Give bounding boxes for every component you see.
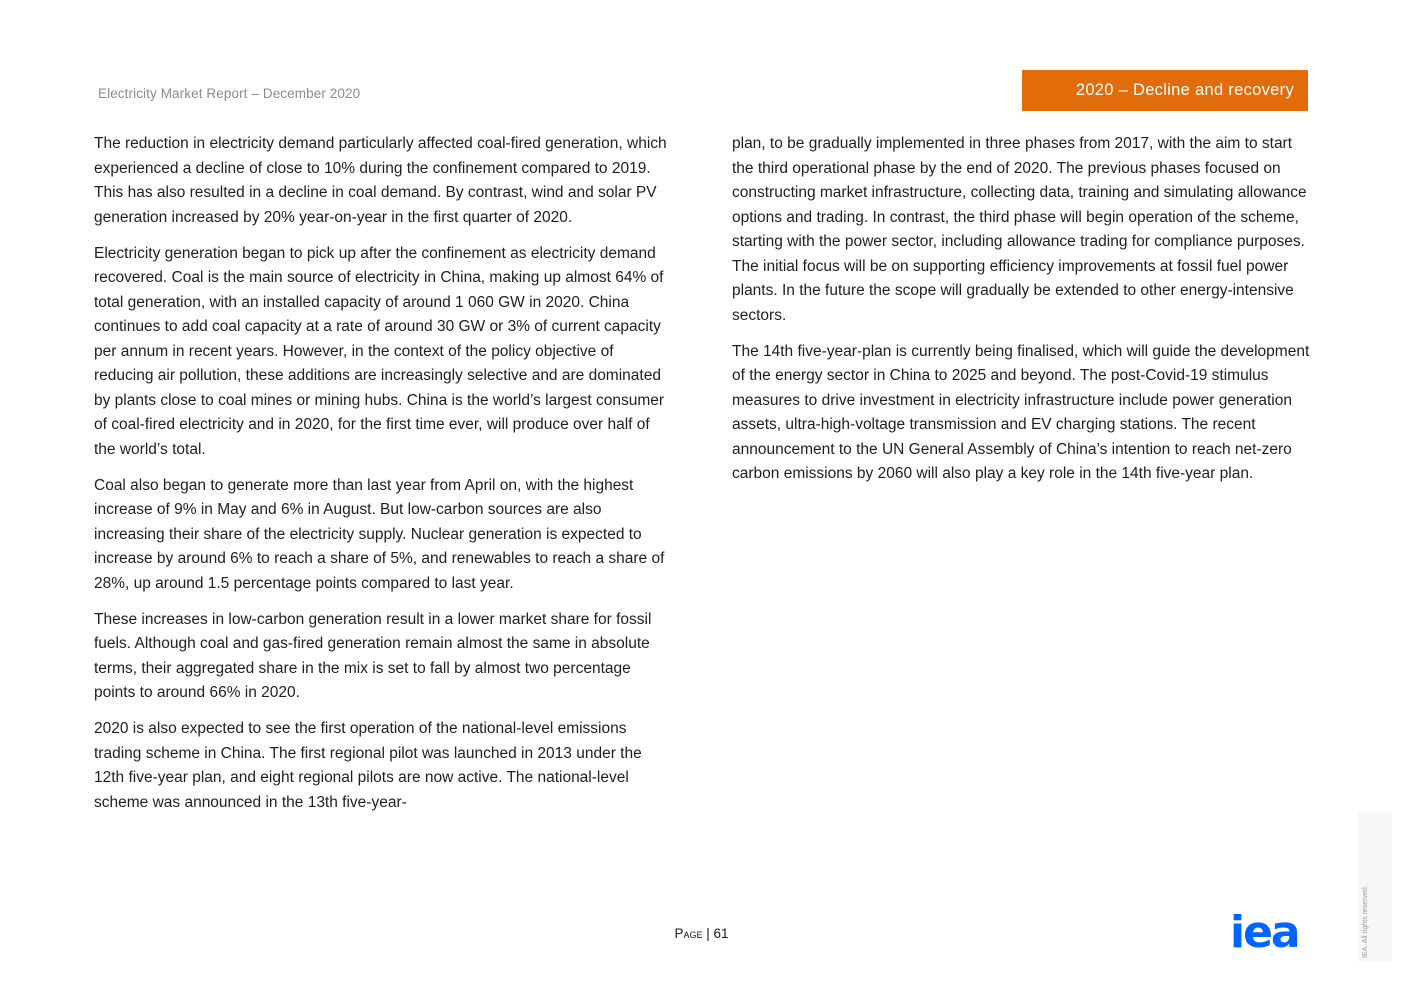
paragraph: plan, to be gradually implemented in three phases from 2017, with the aim to start the third operational phase by the end of 2020. The previous phases focused on constructing market infrastructure, collecting data, training and simulating allowance options and trading. In contrast, the third phase will begin operation of the scheme, starting with the power sector, including allowance trading for compliance purposes. The initial focus will be on supporting efficiency improvements at fossil fuel power plants. In the future the scope will gradually be extended to other energy-intensive sectors. xyxy=(732,135,1307,324)
section-tab: 2020 – Decline and recovery xyxy=(1022,70,1308,111)
page-separator: | xyxy=(706,926,710,941)
page-number-footer xyxy=(0,926,1403,941)
paragraph: 2020 is also expected to see the first operation of the national-level emissions trading scheme in China. The first regional pilot was launched in 2013 under the 12th five-year plan, and eight regional pilots are now active. The national-level scheme was announced in the 13th five-year- xyxy=(94,720,642,811)
paragraph: Coal also began to generate more than last year from April on, with the highest increase of 9% in May and 6% in August. But low-carbon sources are also increasing their share of the electricity supply. Nuclear generation is expected to increase by around 6% to reach a share of 5%, and renewables to reach a share of 28%, up around 1.5 percentage points compared to last year. xyxy=(94,476,665,592)
page-label: Page xyxy=(674,926,703,941)
report-title: Electricity Market Report – December 2020 xyxy=(98,86,361,101)
page-number: 61 xyxy=(713,926,729,941)
left-column xyxy=(94,132,670,827)
paragraph: These increases in low-carbon generation result in a lower market share for fossil fuels. Although coal and gas-fired generation remain almost the same in absolute terms, their aggregated share in the mix is set to fall by almost two percentage points to around 66% in 2020. xyxy=(94,610,652,701)
paragraph: The 14th five-year-plan is currently being finalised, which will guide the development of the energy sector in China to 2025 and beyond. The post-Covid-19 stimulus measures to drive investment in electricity infrastructure include power generation assets, ultra-high-voltage transmission and EV charging stations. The recent announcement to the UN General Assembly of China’s intention to reach net-zero carbon emissions by 2060 will also play a key role in the 14th five-year plan. xyxy=(732,342,1310,482)
rights-notice: IEA. All rights reserved. xyxy=(1362,885,1369,958)
iea-logo: iea xyxy=(1230,907,1299,958)
paragraph: The reduction in electricity demand particularly affected coal-fired generation, which experienced a decline of close to 10% during the confinement compared to 2019. This has also resulted in a decline in coal demand. By contrast, wind and solar PV generation increased by 20% year-on-year in the first quarter of 2020. xyxy=(94,135,667,226)
right-column xyxy=(732,132,1313,498)
paragraph: Electricity generation began to pick up after the confinement as electricity demand recovered. Coal is the main source of electricity in China, making up almost 64% of total generation, with an installed capacity of around 1 060 GW in 2020. China continues to add coal capacity at a rate of around 30 GW or 3% of current capacity per annum in recent years. However, in the context of the policy objective of reducing air pollution, these additions are increasingly selective and are dominated by plants close to coal mines or mining hubs. China is the world’s largest consumer of coal-fired electricity and in 2020, for the first time ever, will produce over half of the world’s total. xyxy=(94,244,665,458)
